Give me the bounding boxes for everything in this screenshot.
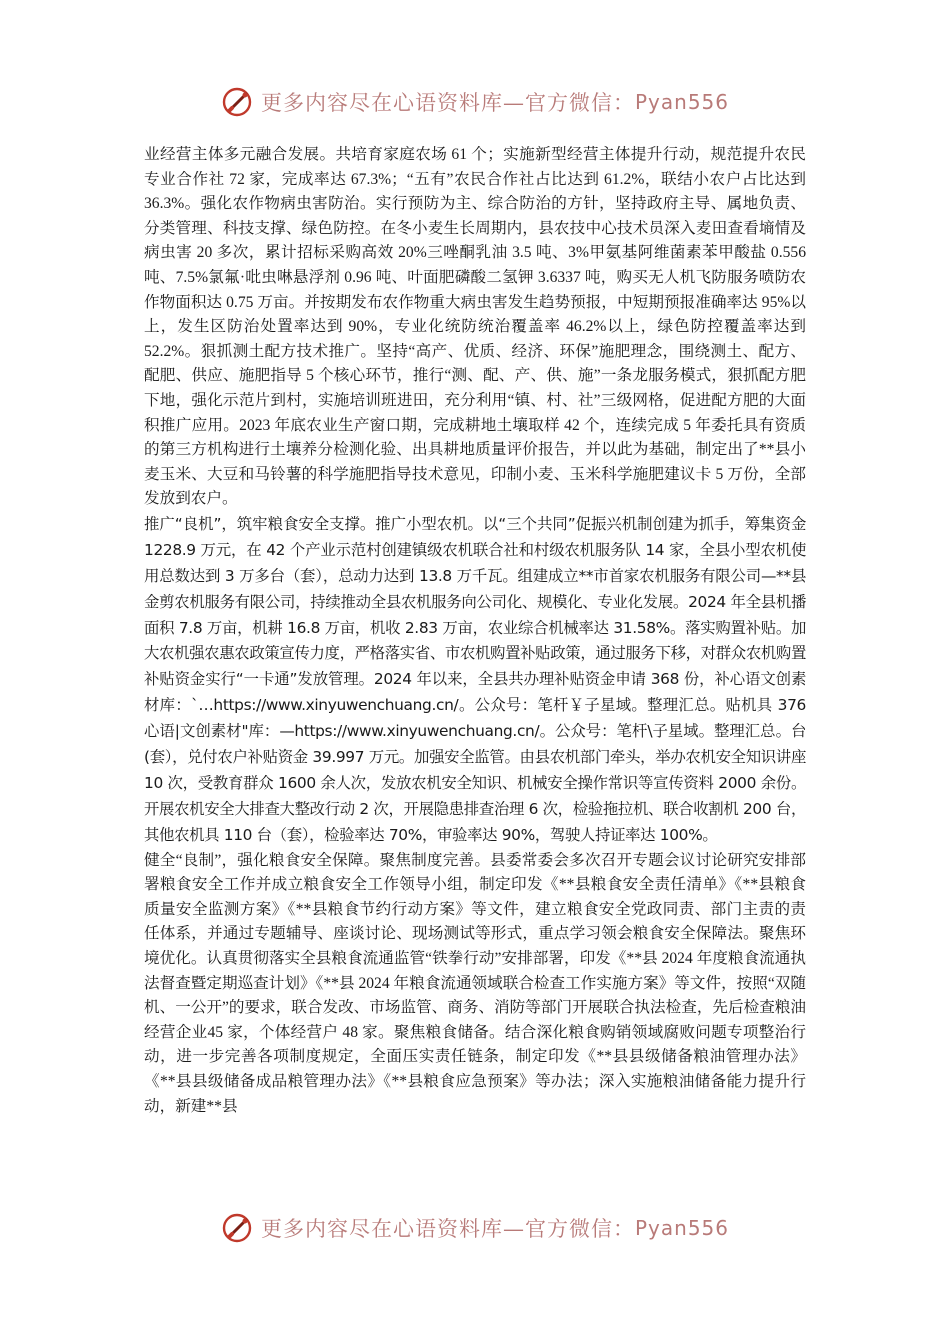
header-wechat-id: Pyan556 <box>634 90 729 114</box>
paragraph-agri-management: 业经营主体多元融合发展。共培育家庭农场 61 个；实施新型经营主体提升行动，规范提升农民专业合作社 72 家，完成率达 67.3%；“五有”农民合作社占比达到 61.2%，联结小农户占比达到 36.3%。强化农作物病虫害防治。实行预防为主、综合防治的方针，坚持政府主导、属地负责、分类管理、科技支撑、绿色防控。在冬小麦生长周期内，县农技中心技术员深入麦田查看墒情及病虫害 20 多次，累计招标采购高效 20%三唑酮乳油 3.5 吨、3%甲氨基阿维菌素苯甲酸盐 0.556 吨、7.5%氯氟·吡虫啉悬浮剂 0.96 吨、叶面肥磷酸二氢钾 3.6337 吨，购买无人机飞防服务喷防农作物面积达 0.75 万亩。并按期发布农作物重大病虫害发生趋势预报，中短期预报准确率达 95%以上，发生区防治处置率达到 90%，专业化统防统治覆盖率 46.2%以上，绿色防控覆盖率达到 52.2%。狠抓测土配方技术推广。坚持“高产、优质、经济、环保”施肥理念，围绕测土、配方、配肥、供应、施肥指导 5 个核心环节，推行“测、配、产、供、施”一条龙服务模式，狠抓配方肥下地，强化示范片到村，实施培训班进田，充分利用“镇、村、社”三级网格，促进配方肥的大面积推广应用。2023 年底农业生产窗口期，完成耕地土壤取样 42 个，连续完成 5 年委托具有资质的第三方机构进行土壤养分检测化验、出具耕地质量评价报告，并以此为基础，制定出了**县小麦玉米、大豆和马铃薯的科学施肥指导技术意见，印制小麦、玉米科学施肥建议卡 5 万份，全部发放到农户。 <box>144 146 806 508</box>
footer-banner-text: 更多内容尽在心语资料库—官方微信： <box>260 1217 635 1241</box>
footer-banner <box>0 1208 950 1248</box>
pen-logo-icon <box>221 85 255 119</box>
paragraph-good-system: 健全“良制”，强化粮食安全保障。聚焦制度完善。县委常委会多次召开专题会议讨论研究安排部署粮食安全工作并成立粮食安全工作领导小组，制定印发《**县粮食安全责任清单》《**县粮食质量安全监测方案》《**县粮食节约行动方案》等文件，建立粮食安全党政同责、部门主责的责任体系，并通过专题辅导、座谈讨论、现场测试等形式，重点学习领会粮食安全保障法。聚焦环境优化。认真贯彻落实全县粮食流通监管“铁拳行动”安排部署，印发《**县 2024 年度粮食流通执法督查暨定期巡查计划》《**县 2024 年粮食流通领域联合检查工作实施方案》等文件，按照“双随机、一公开”的要求，联合发改、市场监管、商务、消防等部门开展联合执法检查，先后检查粮油经营企业45 家，个体经营户 48 家。聚焦粮食储备。结合深化粮食购销领域腐败问题专项整治行动，进一步完善各项制度规定，全面压实责任链条，制定印发《**县县级储备粮油管理办法》《**县县级储备成品粮管理办法》《**县粮食应急预案》等办法；深入实施粮油储备能力提升行动，新建**县 <box>144 851 807 1115</box>
document-body <box>144 143 806 1119</box>
paragraph-good-machinery: 推广“良机”，筑牢粮食安全支撑。推广小型农机。以“三个共同”促振兴机制创建为抓手，筹集资金 1228.9 万元，在 42 个产业示范村创建镇级农机联合社和村级农机服务队 14 家，全县小型农机使用总数达到 3 万多台（套），总动力达到 13.8 万千瓦。组建成立**市首家农机服务有限公司—**县金剪农机服务有限公司，持续推动全县农机服务向公司化、规模化、专业化发展。2024 年全县机播面积 7.8 万亩，机耕 16.8 万亩，机收 2.83 万亩，农业综合机械率达 31.58%。落实购置补贴。加大农机强农惠农政策宣传力度，严格落实省、市农机购置补贴政策，通过服务下移，对群众农机购置补贴资金实行“一卡通”发放管理。2024 年以来，全县共办理补贴资金申请 368 份，补心语文创素材库：`…https://www.xinyuwenchuang.cn/。公众号：笔杆￥子星域。整理汇总。贴机具 376 心语|文创素材"库：—https://www.xinyuwenchuang.cn/。公众号：笔杆\子星域。整理汇总。台(套），兑付农户补贴资金 39.997 万元。加强安全监管。由县农机部门牵头，举办农机安全知识讲座 10 次，受教育群众 1600 余人次，发放农机安全知识、机械安全操作常识等宣传资料 2000 余份。开展农机安全大排查大整改行动 2 次，开展隐患排查治理 6 次，检验拖拉机、联合收割机 200 台，其他农机具 110 台（套），检验率达 70%，审验率达 90%，驾驶人持证率达 100%。 <box>144 514 806 844</box>
pen-logo-icon <box>221 1211 255 1245</box>
header-banner-text: 更多内容尽在心语资料库—官方微信： <box>260 91 635 115</box>
footer-wechat-id: Pyan556 <box>634 1216 729 1240</box>
header-banner <box>0 82 950 122</box>
